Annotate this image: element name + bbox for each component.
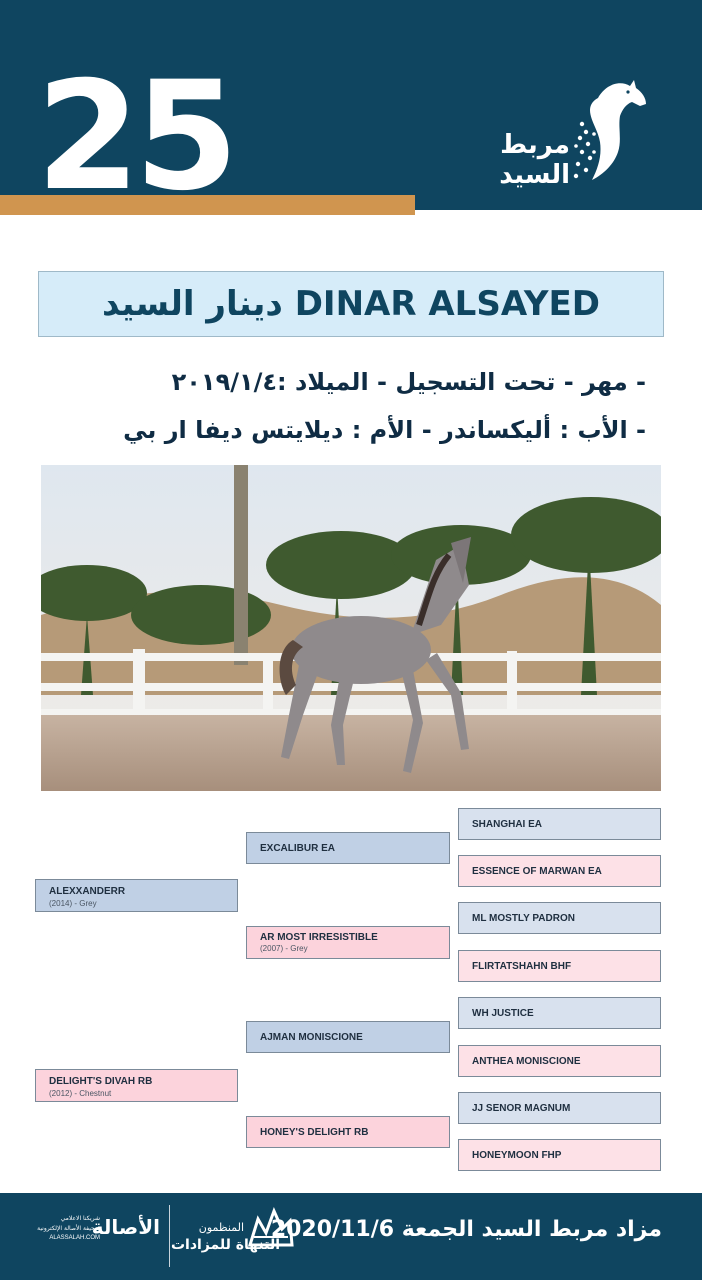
pedigree-name: JJ SENOR MAGNUM <box>472 1103 571 1114</box>
pedigree-name: EXCALIBUR EA <box>260 843 336 854</box>
footer-banner <box>0 1193 702 1280</box>
pedigree-g3-4 <box>458 950 661 982</box>
pedigree-name: ESSENCE OF MARWAN EA <box>472 866 602 877</box>
pedigree-name: ML MOSTLY PADRON <box>472 913 575 924</box>
pedigree-g3-6 <box>458 1045 661 1077</box>
pedigree-g3-8 <box>458 1139 661 1171</box>
pedigree-name: FLIRTATSHAHN BHF <box>472 961 572 972</box>
horse-photo-illustration <box>41 465 661 791</box>
horse-title: دينار السيد DINAR ALSAYED <box>102 284 600 324</box>
organizer-label: المنظمون <box>198 1221 244 1234</box>
pedigree-g3-5 <box>458 997 661 1029</box>
horse-photo <box>41 465 661 791</box>
horse-info-line-1: - مهر - تحت التسجيل - الميلاد :٢٠١٩/١/٤ <box>171 368 646 396</box>
horse-head-logo-icon <box>568 76 650 186</box>
pedigree-sire-sire <box>246 832 450 864</box>
pedigree-dam-sire <box>246 1021 450 1053</box>
pedigree-name: WH JUSTICE <box>472 1008 534 1019</box>
pedigree-name: DELIGHT'S DIVAH RB <box>49 1076 153 1087</box>
horse-info-line-2: - الأب : أليكساندر - الأم : ديلايتس ديفا ار بي <box>123 416 646 444</box>
pedigree-name: SHANGHAI EA <box>472 819 543 830</box>
organizer-name: التنهاة للمزادات <box>170 1237 280 1253</box>
pedigree-sire-dam <box>246 926 450 959</box>
pedigree-g3-7 <box>458 1092 661 1124</box>
pedigree-name: HONEYMOON FHP <box>472 1150 562 1161</box>
pedigree-name: HONEY'S DELIGHT RB <box>260 1127 369 1138</box>
horse-title-box <box>38 271 664 337</box>
pedigree-g3-2 <box>458 855 661 887</box>
pedigree-dam-dam <box>246 1116 450 1148</box>
pedigree-sire <box>35 879 238 912</box>
partner-name: الأصالة <box>91 1215 160 1239</box>
pedigree-name: ALEXXANDERR <box>49 886 126 897</box>
partner-label: شريكنا الاعلامي <box>60 1215 100 1222</box>
pedigree-name: AJMAN MONISCIONE <box>260 1032 363 1043</box>
partner-url: ALASSALAH.COM <box>49 1235 100 1241</box>
pedigree-dam <box>35 1069 238 1102</box>
pedigree-g3-3 <box>458 902 661 934</box>
brand-name: مربط السيد <box>499 130 570 190</box>
pedigree-name: AR MOST IRRESISTIBLE <box>260 932 378 943</box>
pedigree-details: (2012) - Chestnut <box>49 1089 112 1098</box>
pedigree-name: ANTHEA MONISCIONE <box>472 1056 581 1067</box>
pedigree-details: (2014) - Grey <box>49 899 97 908</box>
pedigree-g3-1 <box>458 808 661 840</box>
partner-subtitle: صحيفة الأصالة الإلكترونية <box>37 1225 100 1232</box>
footer-divider <box>169 1205 170 1267</box>
lot-number: 25 <box>36 50 233 224</box>
pedigree-details: (2007) - Grey <box>260 944 308 953</box>
auction-info: مزاد مربط السيد الجمعة 2020/11/6 <box>270 1217 662 1242</box>
